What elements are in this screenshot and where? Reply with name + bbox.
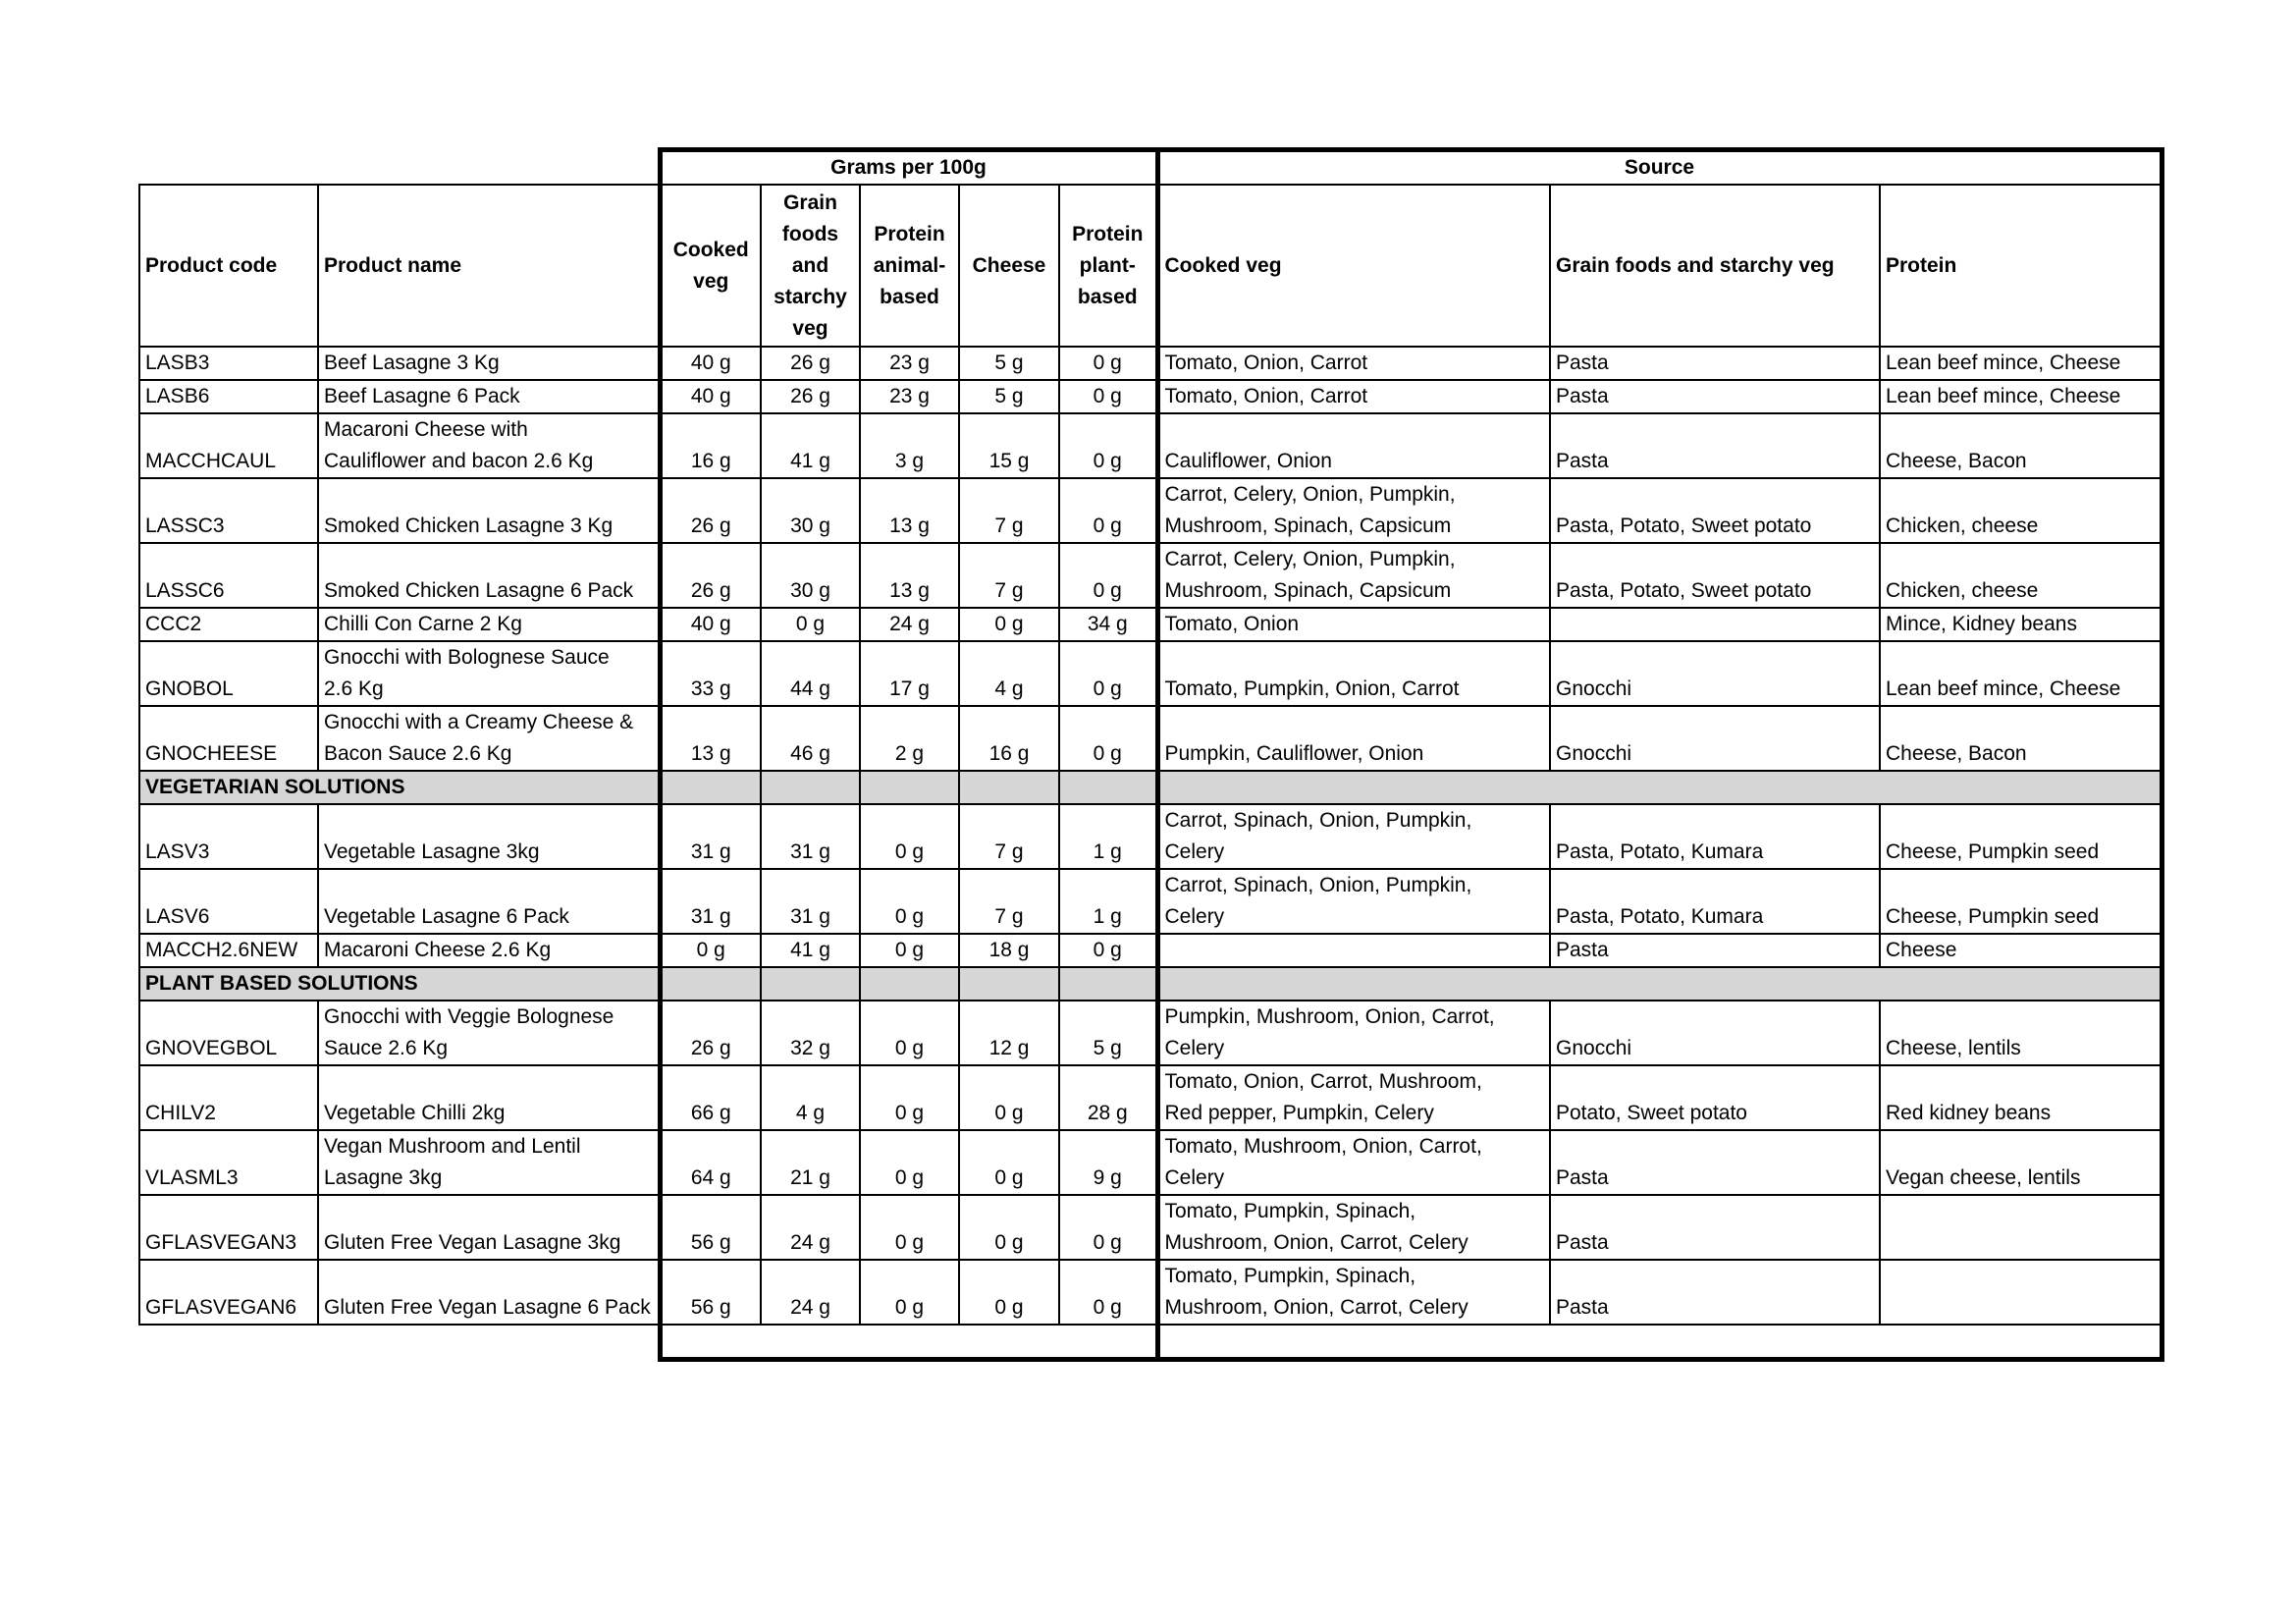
product-name-line: Gnocchi with Veggie Bolognese (324, 1005, 614, 1028)
grain-foods-grams: 31 g (761, 869, 860, 934)
col-header-src-protein: Protein (1880, 185, 2162, 347)
col-header-cheese: Cheese (959, 185, 1059, 347)
protein-animal-grams: 17 g (860, 641, 959, 706)
source-cooked-veg-line: Tomato, Mushroom, Onion, Carrot, (1164, 1135, 1482, 1158)
cooked-veg-grams: 64 g (660, 1130, 761, 1195)
source-cooked-veg-line: Carrot, Spinach, Onion, Pumpkin, (1164, 874, 1472, 896)
source-protein: Cheese, lentils (1880, 1001, 2162, 1065)
cooked-veg-grams: 33 g (660, 641, 761, 706)
section-fill (959, 771, 1059, 804)
source-cooked-veg-line: Tomato, Pumpkin, Onion, Carrot (1164, 677, 1460, 700)
product-name (318, 478, 660, 543)
source-grain: Pasta, Potato, Sweet potato (1550, 543, 1880, 608)
source-grain: Pasta (1550, 1260, 1880, 1325)
product-name-line: Chilli Con Carne 2 Kg (324, 613, 522, 635)
nutrition-table (138, 147, 2164, 1362)
table-body (139, 150, 2162, 1360)
grain-foods-grams: 30 g (761, 478, 860, 543)
section-fill (1157, 967, 2162, 1001)
product-name-line: Lasagne 3kg (324, 1166, 443, 1189)
protein-plant-grams: 0 g (1059, 478, 1157, 543)
protein-plant-grams: 28 g (1059, 1065, 1157, 1130)
source-grain: Gnocchi (1550, 641, 1880, 706)
product-name-line: Smoked Chicken Lasagne 6 Pack (324, 579, 634, 602)
col-header-grain-foods: Grain foods and starchy veg (761, 185, 860, 347)
grain-foods-grams: 0 g (761, 608, 860, 641)
product-name-line: Gnocchi with Bolognese Sauce (324, 646, 610, 669)
product-code: LASV3 (139, 804, 318, 869)
product-name-line: Sauce 2.6 Kg (324, 1037, 449, 1059)
table-row (139, 1130, 2162, 1195)
protein-animal-grams: 0 g (860, 1195, 959, 1260)
table-row (139, 380, 2162, 413)
protein-plant-grams: 0 g (1059, 641, 1157, 706)
cheese-grams: 16 g (959, 706, 1059, 771)
table-row (139, 706, 2162, 771)
protein-plant-grams: 0 g (1059, 380, 1157, 413)
cheese-grams: 0 g (959, 1130, 1059, 1195)
section-header-row (139, 967, 2162, 1001)
cheese-grams: 7 g (959, 543, 1059, 608)
protein-plant-grams: 1 g (1059, 869, 1157, 934)
source-cooked-veg-line: Carrot, Celery, Onion, Pumpkin, (1164, 548, 1456, 570)
table-row (139, 1195, 2162, 1260)
source-cooked-veg-line: Tomato, Onion (1164, 613, 1300, 635)
group-header-source: Source (1157, 150, 2162, 186)
source-cooked-veg-line: Tomato, Onion, Carrot (1164, 352, 1368, 374)
cooked-veg-grams: 0 g (660, 934, 761, 967)
protein-animal-grams: 24 g (860, 608, 959, 641)
protein-plant-grams: 9 g (1059, 1130, 1157, 1195)
source-cooked-veg (1157, 641, 1550, 706)
source-cooked-veg-line: Tomato, Onion, Carrot (1164, 385, 1368, 407)
cooked-veg-grams: 31 g (660, 869, 761, 934)
source-cooked-veg-line: Pumpkin, Cauliflower, Onion (1164, 742, 1424, 765)
source-cooked-veg (1157, 869, 1550, 934)
source-cooked-veg-line: Cauliflower, Onion (1164, 450, 1332, 472)
source-cooked-veg (1157, 1130, 1550, 1195)
section-fill (1059, 967, 1157, 1001)
source-cooked-veg-line: Mushroom, Onion, Carrot, Celery (1164, 1231, 1468, 1254)
product-name-line: Gnocchi with a Creamy Cheese & (324, 711, 634, 733)
product-name-line: Macaroni Cheese with (324, 418, 528, 441)
cheese-grams: 15 g (959, 413, 1059, 478)
protein-animal-grams: 0 g (860, 1065, 959, 1130)
product-code: LASB6 (139, 380, 318, 413)
source-protein: Lean beef mince, Cheese (1880, 347, 2162, 380)
product-name (318, 641, 660, 706)
source-cooked-veg (1157, 543, 1550, 608)
source-protein: Cheese, Pumpkin seed (1880, 869, 2162, 934)
grain-foods-grams: 31 g (761, 804, 860, 869)
grain-foods-grams: 46 g (761, 706, 860, 771)
table-row (139, 934, 2162, 967)
protein-animal-grams: 0 g (860, 1130, 959, 1195)
product-name-line: Beef Lasagne 6 Pack (324, 385, 520, 407)
product-name (318, 706, 660, 771)
product-code: LASSC6 (139, 543, 318, 608)
source-cooked-veg (1157, 608, 1550, 641)
col-header-product-name: Product name (318, 185, 660, 347)
source-protein: Cheese (1880, 934, 2162, 967)
section-fill (761, 967, 860, 1001)
source-protein: Chicken, cheese (1880, 543, 2162, 608)
section-fill (660, 771, 761, 804)
source-grain: Gnocchi (1550, 706, 1880, 771)
source-cooked-veg-line: Celery (1164, 905, 1225, 928)
source-cooked-veg-line: Tomato, Onion, Carrot, Mushroom, (1164, 1070, 1482, 1093)
section-fill (1059, 771, 1157, 804)
cheese-grams: 0 g (959, 608, 1059, 641)
source-protein: Vegan cheese, lentils (1880, 1130, 2162, 1195)
product-name-line: Bacon Sauce 2.6 Kg (324, 742, 512, 765)
product-code: LASB3 (139, 347, 318, 380)
cheese-grams: 7 g (959, 869, 1059, 934)
source-protein: Cheese, Bacon (1880, 413, 2162, 478)
footer-source-cell (1157, 1325, 2162, 1360)
product-name (318, 934, 660, 967)
protein-plant-grams: 1 g (1059, 804, 1157, 869)
protein-plant-grams: 0 g (1059, 934, 1157, 967)
section-fill (860, 771, 959, 804)
col-header-product-code: Product code (139, 185, 318, 347)
protein-plant-grams: 34 g (1059, 608, 1157, 641)
source-cooked-veg-line: Carrot, Celery, Onion, Pumpkin, (1164, 483, 1456, 506)
product-name-line: Vegetable Chilli 2kg (324, 1102, 506, 1124)
product-name (318, 413, 660, 478)
product-code: LASSC3 (139, 478, 318, 543)
group-header-grams: Grams per 100g (660, 150, 1157, 186)
source-protein: Cheese, Pumpkin seed (1880, 804, 2162, 869)
source-cooked-veg (1157, 1001, 1550, 1065)
table-row (139, 869, 2162, 934)
source-cooked-veg-line: Celery (1164, 1037, 1225, 1059)
source-grain: Pasta (1550, 934, 1880, 967)
product-name-line: Gluten Free Vegan Lasagne 6 Pack (324, 1296, 651, 1319)
col-header-src-cooked-veg: Cooked veg (1157, 185, 1550, 347)
col-header-src-grain: Grain foods and starchy veg (1550, 185, 1880, 347)
source-cooked-veg-line: Mushroom, Onion, Carrot, Celery (1164, 1296, 1468, 1319)
source-cooked-veg (1157, 1195, 1550, 1260)
cooked-veg-grams: 16 g (660, 413, 761, 478)
product-name (318, 1260, 660, 1325)
cheese-grams: 5 g (959, 347, 1059, 380)
source-grain: Pasta (1550, 1130, 1880, 1195)
product-name (318, 608, 660, 641)
source-cooked-veg-line: Celery (1164, 1166, 1225, 1189)
source-grain: Potato, Sweet potato (1550, 1065, 1880, 1130)
table-row (139, 1001, 2162, 1065)
grain-foods-grams: 26 g (761, 380, 860, 413)
cooked-veg-grams: 26 g (660, 478, 761, 543)
grain-foods-grams: 41 g (761, 934, 860, 967)
source-grain: Pasta, Potato, Kumara (1550, 869, 1880, 934)
source-cooked-veg (1157, 1260, 1550, 1325)
table-row (139, 1065, 2162, 1130)
source-grain: Pasta, Potato, Sweet potato (1550, 478, 1880, 543)
product-name (318, 347, 660, 380)
source-cooked-veg (1157, 1065, 1550, 1130)
product-code: CCC2 (139, 608, 318, 641)
grain-foods-grams: 26 g (761, 347, 860, 380)
table-row (139, 804, 2162, 869)
column-header-row (139, 185, 2162, 347)
footer-grams-cell (660, 1325, 1157, 1360)
table-row (139, 478, 2162, 543)
product-name (318, 543, 660, 608)
grain-foods-grams: 21 g (761, 1130, 860, 1195)
source-cooked-veg-line: Pumpkin, Mushroom, Onion, Carrot, (1164, 1005, 1495, 1028)
source-protein: Mince, Kidney beans (1880, 608, 2162, 641)
product-code: VLASML3 (139, 1130, 318, 1195)
product-name-line: Macaroni Cheese 2.6 Kg (324, 939, 552, 961)
protein-animal-grams: 2 g (860, 706, 959, 771)
protein-animal-grams: 13 g (860, 543, 959, 608)
table-row (139, 347, 2162, 380)
source-cooked-veg (1157, 804, 1550, 869)
cooked-veg-grams: 66 g (660, 1065, 761, 1130)
product-name (318, 380, 660, 413)
section-fill (660, 967, 761, 1001)
product-code: LASV6 (139, 869, 318, 934)
product-name (318, 1065, 660, 1130)
product-name (318, 1130, 660, 1195)
source-grain: Gnocchi (1550, 1001, 1880, 1065)
source-grain: Pasta (1550, 380, 1880, 413)
source-cooked-veg-line: Celery (1164, 840, 1225, 863)
table-footer-row (139, 1325, 2162, 1360)
source-grain: Pasta, Potato, Kumara (1550, 804, 1880, 869)
section-fill (860, 967, 959, 1001)
protein-plant-grams: 5 g (1059, 1001, 1157, 1065)
cooked-veg-grams: 26 g (660, 543, 761, 608)
grain-foods-grams: 44 g (761, 641, 860, 706)
footer-blank (139, 1325, 318, 1360)
grain-foods-grams: 30 g (761, 543, 860, 608)
cheese-grams: 7 g (959, 478, 1059, 543)
protein-plant-grams: 0 g (1059, 347, 1157, 380)
source-cooked-veg-line: Tomato, Pumpkin, Spinach, (1164, 1200, 1416, 1222)
section-title: PLANT BASED SOLUTIONS (139, 967, 660, 1001)
cooked-veg-grams: 26 g (660, 1001, 761, 1065)
source-cooked-veg (1157, 934, 1550, 967)
cheese-grams: 5 g (959, 380, 1059, 413)
cheese-grams: 0 g (959, 1195, 1059, 1260)
source-cooked-veg-line: Red pepper, Pumpkin, Celery (1164, 1102, 1434, 1124)
source-protein: Chicken, cheese (1880, 478, 2162, 543)
product-name (318, 1195, 660, 1260)
cheese-grams: 0 g (959, 1065, 1059, 1130)
product-name-line: Gluten Free Vegan Lasagne 3kg (324, 1231, 621, 1254)
product-name-line: Vegetable Lasagne 3kg (324, 840, 540, 863)
cooked-veg-grams: 40 g (660, 608, 761, 641)
product-code: GFLASVEGAN3 (139, 1195, 318, 1260)
col-header-cooked-veg: Cooked veg (660, 185, 761, 347)
grain-foods-grams: 32 g (761, 1001, 860, 1065)
product-name-line: Beef Lasagne 3 Kg (324, 352, 500, 374)
grain-foods-grams: 4 g (761, 1065, 860, 1130)
product-name-line: Vegan Mushroom and Lentil (324, 1135, 581, 1158)
product-code: MACCHCAUL (139, 413, 318, 478)
cooked-veg-grams: 13 g (660, 706, 761, 771)
col-header-protein-plant: Protein plant- based (1059, 185, 1157, 347)
product-code: CHILV2 (139, 1065, 318, 1130)
product-name-line: 2.6 Kg (324, 677, 384, 700)
protein-animal-grams: 0 g (860, 934, 959, 967)
product-code: GNOBOL (139, 641, 318, 706)
col-header-protein-animal: Protein animal- based (860, 185, 959, 347)
product-name-line: Vegetable Lasagne 6 Pack (324, 905, 569, 928)
source-cooked-veg (1157, 706, 1550, 771)
protein-plant-grams: 0 g (1059, 543, 1157, 608)
section-fill (959, 967, 1059, 1001)
protein-animal-grams: 0 g (860, 1001, 959, 1065)
cooked-veg-grams: 31 g (660, 804, 761, 869)
cooked-veg-grams: 56 g (660, 1195, 761, 1260)
cheese-grams: 12 g (959, 1001, 1059, 1065)
source-cooked-veg (1157, 380, 1550, 413)
product-code: GNOCHEESE (139, 706, 318, 771)
product-name (318, 1001, 660, 1065)
section-title: VEGETARIAN SOLUTIONS (139, 771, 660, 804)
source-protein: Red kidney beans (1880, 1065, 2162, 1130)
group-header-row (139, 150, 2162, 186)
cooked-veg-grams: 56 g (660, 1260, 761, 1325)
source-cooked-veg-line: Carrot, Spinach, Onion, Pumpkin, (1164, 809, 1472, 832)
product-code: GNOVEGBOL (139, 1001, 318, 1065)
table-row (139, 641, 2162, 706)
grain-foods-grams: 24 g (761, 1195, 860, 1260)
section-fill (1157, 771, 2162, 804)
protein-animal-grams: 3 g (860, 413, 959, 478)
source-cooked-veg-line: Mushroom, Spinach, Capsicum (1164, 514, 1452, 537)
protein-plant-grams: 0 g (1059, 413, 1157, 478)
cheese-grams: 0 g (959, 1260, 1059, 1325)
cooked-veg-grams: 40 g (660, 347, 761, 380)
source-protein: Cheese, Bacon (1880, 706, 2162, 771)
cooked-veg-grams: 40 g (660, 380, 761, 413)
grain-foods-grams: 24 g (761, 1260, 860, 1325)
cheese-grams: 7 g (959, 804, 1059, 869)
section-fill (761, 771, 860, 804)
product-code: GFLASVEGAN6 (139, 1260, 318, 1325)
protein-animal-grams: 0 g (860, 869, 959, 934)
protein-animal-grams: 13 g (860, 478, 959, 543)
protein-animal-grams: 23 g (860, 380, 959, 413)
product-code: MACCH2.6NEW (139, 934, 318, 967)
footer-blank (318, 1325, 660, 1360)
protein-animal-grams: 23 g (860, 347, 959, 380)
product-name-line: Cauliflower and bacon 2.6 Kg (324, 450, 594, 472)
source-grain: Pasta (1550, 347, 1880, 380)
protein-plant-grams: 0 g (1059, 706, 1157, 771)
source-protein: Lean beef mince, Cheese (1880, 380, 2162, 413)
table-row (139, 413, 2162, 478)
table-row (139, 1260, 2162, 1325)
table-row (139, 543, 2162, 608)
source-protein (1880, 1195, 2162, 1260)
source-cooked-veg-line: Mushroom, Spinach, Capsicum (1164, 579, 1452, 602)
table-row (139, 608, 2162, 641)
source-cooked-veg-line: Tomato, Pumpkin, Spinach, (1164, 1265, 1416, 1287)
source-protein (1880, 1260, 2162, 1325)
protein-plant-grams: 0 g (1059, 1195, 1157, 1260)
protein-animal-grams: 0 g (860, 804, 959, 869)
source-grain: Pasta (1550, 413, 1880, 478)
protein-plant-grams: 0 g (1059, 1260, 1157, 1325)
section-header-row (139, 771, 2162, 804)
source-cooked-veg (1157, 347, 1550, 380)
protein-animal-grams: 0 g (860, 1260, 959, 1325)
product-name (318, 804, 660, 869)
source-cooked-veg (1157, 478, 1550, 543)
cheese-grams: 18 g (959, 934, 1059, 967)
source-cooked-veg (1157, 413, 1550, 478)
product-name (318, 869, 660, 934)
product-name-line: Smoked Chicken Lasagne 3 Kg (324, 514, 614, 537)
grain-foods-grams: 41 g (761, 413, 860, 478)
source-protein: Lean beef mince, Cheese (1880, 641, 2162, 706)
source-grain (1550, 608, 1880, 641)
cheese-grams: 4 g (959, 641, 1059, 706)
source-grain: Pasta (1550, 1195, 1880, 1260)
